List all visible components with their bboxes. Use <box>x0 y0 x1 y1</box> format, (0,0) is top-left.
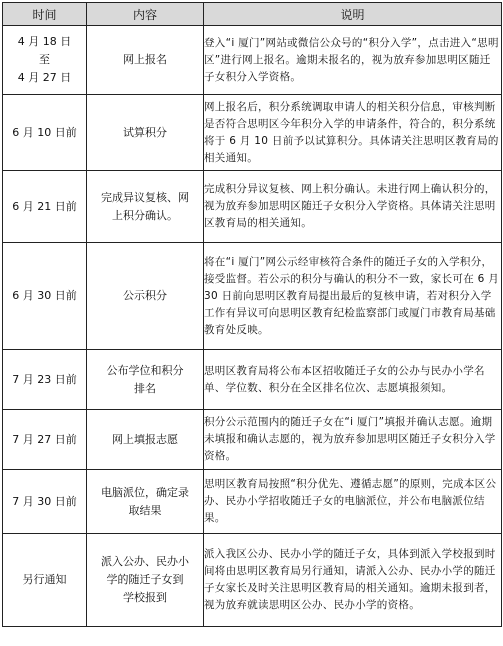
row-description: 将在“i 厦门”网公示经审核符合条件的随迁子女的入学积分，接受监督。若公示的积分与确认的积分不一致，家长可在 6 月 30 日前向思明区教育局提出最后的复核申请，若对积分入学工作有异议可向思明区教育纪检监察部门或厦门市教育局基础教育处反映。 <box>204 243 502 350</box>
row-content: 公示积分 <box>87 243 204 350</box>
table-row <box>3 534 502 627</box>
row-time: 6 月 10 日前 <box>3 95 87 171</box>
row-description: 思明区教育局按照“积分优先、遵循志愿”的原则，完成本区公办、民办小学招收随迁子女的电脑派位，并公布电脑派位结果。 <box>204 470 502 534</box>
row-description: 完成积分异议复核、网上积分确认。未进行网上确认积分的，视为放弃参加思明区随迁子女积分入学资格。具体请关注思明区教育局的相关通知。 <box>204 171 502 243</box>
row-description: 思明区教育局将公布本区招收随迁子女的公办与民办小学名单、学位数、积分在全区排名位次、志愿填报须知。 <box>204 350 502 410</box>
row-content: 派入公办、民办小 学的随迁子女到 学校报到 <box>87 534 204 627</box>
row-time: 7 月 27 日前 <box>3 410 87 470</box>
row-time: 7 月 30 日前 <box>3 470 87 534</box>
row-time: 7 月 23 日前 <box>3 350 87 410</box>
table-row <box>3 171 502 243</box>
table-row <box>3 470 502 534</box>
row-time: 4 月 18 日 至 4 月 27 日 <box>3 26 87 95</box>
admission-schedule-table <box>2 2 502 627</box>
header-content: 内容 <box>87 3 204 26</box>
table-row <box>3 26 502 95</box>
row-content: 公布学位和积分 排名 <box>87 350 204 410</box>
row-time: 6 月 21 日前 <box>3 171 87 243</box>
row-description: 登入“i 厦门”网站或微信公众号的“积分入学”，点击进入“思明区”进行网上报名。逾期未报名的，视为放弃参加思明区随迁子女积分入学资格。 <box>204 26 502 95</box>
table-row <box>3 243 502 350</box>
row-description: 派入我区公办、民办小学的随迁子女，具体到派入学校报到时间将由思明区教育局另行通知，请派入公办、民办小学的随迁子女家长及时关注思明区教育局的相关通知。逾期未报到者，视为放弃就读思明区公办、民办小学的资格。 <box>204 534 502 627</box>
table-row <box>3 350 502 410</box>
row-content: 完成异议复核、网 上积分确认。 <box>87 171 204 243</box>
header-row <box>3 3 502 26</box>
row-content: 网上填报志愿 <box>87 410 204 470</box>
row-content: 网上报名 <box>87 26 204 95</box>
row-time: 6 月 30 日前 <box>3 243 87 350</box>
row-time: 另行通知 <box>3 534 87 627</box>
header-time: 时间 <box>3 3 87 26</box>
header-description: 说明 <box>204 3 502 26</box>
row-description: 积分公示范围内的随迁子女在“i 厦门”填报并确认志愿。逾期未填报和确认志愿的，视为放弃参加思明区随迁子女积分入学资格。 <box>204 410 502 470</box>
row-content: 电脑派位，确定录 取结果 <box>87 470 204 534</box>
row-description: 网上报名后，积分系统调取申请人的相关积分信息，审核判断是否符合思明区今年积分入学的申请条件，符合的，积分系统将于 6 月 10 日前予以试算积分。具体请关注思明区教育局的相关通知。 <box>204 95 502 171</box>
row-content: 试算积分 <box>87 95 204 171</box>
table-row <box>3 410 502 470</box>
table-row <box>3 95 502 171</box>
